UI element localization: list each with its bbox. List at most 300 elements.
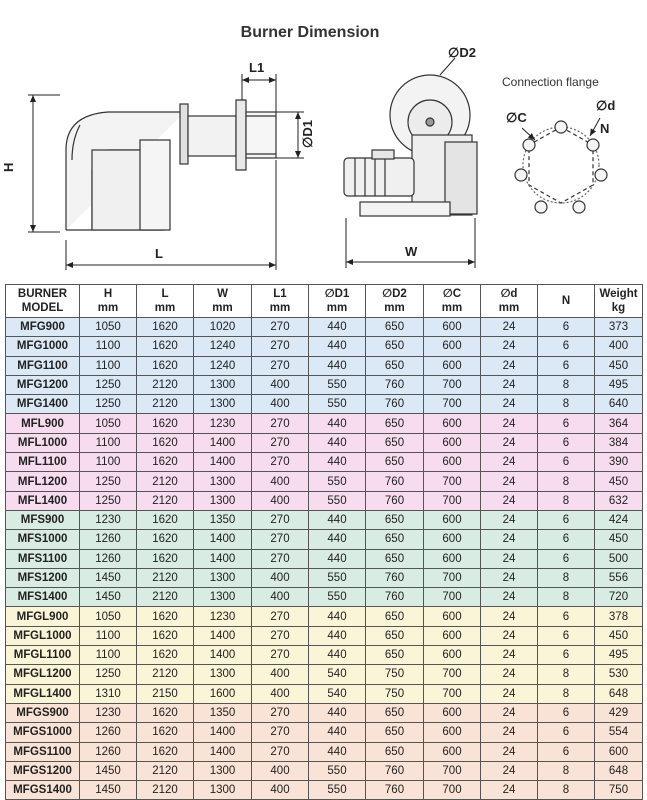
table-cell: 550 [309, 472, 366, 491]
table-row [6, 395, 643, 414]
table-cell: 1300 [194, 375, 252, 394]
model-cell: MFG1200 [6, 375, 80, 394]
table-row [6, 453, 643, 472]
table-cell: 650 [366, 510, 424, 529]
table-cell: 1620 [137, 453, 194, 472]
model-cell: MFG1100 [6, 356, 80, 375]
table-cell: 1620 [137, 626, 194, 645]
table-cell: 424 [595, 510, 643, 529]
table-cell: 1300 [194, 472, 252, 491]
column-header-label: H [103, 288, 113, 300]
table-cell: 400 [252, 684, 309, 703]
table-row [6, 684, 643, 703]
table-cell: 8 [538, 491, 595, 510]
model-cell: MFGL900 [6, 607, 80, 626]
table-cell: 650 [366, 453, 424, 472]
table-row [6, 607, 643, 626]
table-row [6, 626, 643, 645]
table-cell: 24 [481, 703, 538, 722]
column-header-unit: kg [611, 302, 626, 314]
table-cell: 24 [481, 742, 538, 761]
table-cell: 24 [481, 530, 538, 549]
table-cell: 550 [309, 568, 366, 587]
table-row [6, 356, 643, 375]
table-cell: 24 [481, 433, 538, 452]
model-cell: MFL1100 [6, 453, 80, 472]
table-cell: 600 [595, 742, 643, 761]
table-cell: 400 [252, 781, 309, 800]
table-cell: 1400 [194, 742, 252, 761]
column-header [309, 285, 366, 318]
table-cell: 1100 [80, 356, 137, 375]
table-cell: 600 [424, 530, 481, 549]
table-cell: 24 [481, 761, 538, 780]
table-cell: 1400 [194, 453, 252, 472]
table-row [6, 472, 643, 491]
table-cell: 6 [538, 453, 595, 472]
table-cell: 24 [481, 375, 538, 394]
table-cell: 1230 [194, 414, 252, 433]
table-cell: 700 [424, 491, 481, 510]
column-header-unit: mm [154, 302, 176, 314]
table-cell: 24 [481, 414, 538, 433]
table-cell: 400 [252, 491, 309, 510]
table-cell: 760 [366, 472, 424, 491]
table-row [6, 337, 643, 356]
table-cell: 700 [424, 761, 481, 780]
table-row [6, 433, 643, 452]
table-cell: 648 [595, 684, 643, 703]
model-cell: MFS1100 [6, 549, 80, 568]
table-cell: 1400 [194, 530, 252, 549]
column-header-label: Weight [599, 288, 638, 300]
table-cell: 650 [366, 356, 424, 375]
table-cell: 6 [538, 318, 595, 337]
table-cell: 650 [366, 646, 424, 665]
table-row [6, 491, 643, 510]
table-cell: 700 [424, 781, 481, 800]
table-cell: 1450 [80, 761, 137, 780]
model-cell: MFS1000 [6, 530, 80, 549]
table-cell: 8 [538, 781, 595, 800]
table-cell: 24 [481, 472, 538, 491]
table-cell: 24 [481, 337, 538, 356]
table-cell: 1620 [137, 510, 194, 529]
burner-spec-table [5, 284, 643, 800]
model-cell: MFL1200 [6, 472, 80, 491]
table-cell: 600 [424, 607, 481, 626]
table-cell: 2120 [137, 568, 194, 587]
table-cell: 650 [366, 414, 424, 433]
column-header-label: L1 [273, 288, 287, 300]
table-row [6, 375, 643, 394]
table-cell: 600 [424, 703, 481, 722]
table-cell: 270 [252, 414, 309, 433]
table-cell: 6 [538, 530, 595, 549]
table-row [6, 703, 643, 722]
table-cell: 270 [252, 318, 309, 337]
table-cell: 270 [252, 337, 309, 356]
table-cell: 6 [538, 626, 595, 645]
table-cell: 270 [252, 356, 309, 375]
table-cell: 1450 [80, 588, 137, 607]
table-cell: 1250 [80, 472, 137, 491]
model-cell: MFL1000 [6, 433, 80, 452]
table-cell: 1620 [137, 703, 194, 722]
table-cell: 650 [366, 723, 424, 742]
model-cell: MFGL1000 [6, 626, 80, 645]
table-cell: 24 [481, 395, 538, 414]
dim-label-d2: ∅D2 [448, 45, 476, 60]
model-cell: MFG1400 [6, 395, 80, 414]
table-cell: 550 [309, 781, 366, 800]
table-cell: 1050 [80, 607, 137, 626]
table-cell: 8 [538, 568, 595, 587]
table-cell: 2120 [137, 395, 194, 414]
table-cell: 1240 [194, 337, 252, 356]
table-cell: 1450 [80, 568, 137, 587]
table-cell: 450 [595, 626, 643, 645]
table-cell: 364 [595, 414, 643, 433]
table-cell: 1260 [80, 723, 137, 742]
table-cell: 1620 [137, 742, 194, 761]
table-cell: 550 [309, 761, 366, 780]
table-cell: 270 [252, 646, 309, 665]
table-cell: 600 [424, 318, 481, 337]
table-body [6, 318, 643, 800]
model-cell: MFS1200 [6, 568, 80, 587]
table-row [6, 510, 643, 529]
table-cell: 750 [595, 781, 643, 800]
table-cell: 270 [252, 607, 309, 626]
column-header [595, 285, 643, 318]
table-cell: 400 [252, 588, 309, 607]
table-cell: 648 [595, 761, 643, 780]
model-cell: MFGS1200 [6, 761, 80, 780]
table-cell: 600 [424, 453, 481, 472]
table-cell: 429 [595, 703, 643, 722]
table-cell: 440 [309, 723, 366, 742]
table-cell: 400 [252, 472, 309, 491]
table-cell: 1260 [80, 742, 137, 761]
table-cell: 700 [424, 684, 481, 703]
table-cell: 1250 [80, 395, 137, 414]
model-cell: MFS900 [6, 510, 80, 529]
table-cell: 24 [481, 684, 538, 703]
table-cell: 1620 [137, 530, 194, 549]
table-cell: 270 [252, 510, 309, 529]
table-cell: 550 [309, 491, 366, 510]
table-cell: 632 [595, 491, 643, 510]
table-cell: 640 [595, 395, 643, 414]
table-cell: 270 [252, 549, 309, 568]
table-cell: 1620 [137, 414, 194, 433]
table-cell: 6 [538, 742, 595, 761]
table-cell: 270 [252, 742, 309, 761]
model-cell: MFL900 [6, 414, 80, 433]
table-cell: 1250 [80, 665, 137, 684]
table-cell: 1300 [194, 781, 252, 800]
table-cell: 1310 [80, 684, 137, 703]
model-cell: MFG1000 [6, 337, 80, 356]
table-row [6, 742, 643, 761]
table-cell: 495 [595, 375, 643, 394]
table-cell: 760 [366, 761, 424, 780]
table-cell: 760 [366, 491, 424, 510]
dim-label-w: W [405, 244, 418, 259]
table-cell: 2150 [137, 684, 194, 703]
table-cell: 1050 [80, 318, 137, 337]
model-cell: MFGS1000 [6, 723, 80, 742]
table-cell: 440 [309, 607, 366, 626]
table-cell: 650 [366, 433, 424, 452]
table-cell: 500 [595, 549, 643, 568]
table-cell: 750 [366, 684, 424, 703]
table-cell: 650 [366, 530, 424, 549]
table-cell: 450 [595, 472, 643, 491]
table-cell: 1230 [80, 510, 137, 529]
table-cell: 450 [595, 530, 643, 549]
table-cell: 540 [309, 684, 366, 703]
model-cell: MFGL1100 [6, 646, 80, 665]
table-row [6, 414, 643, 433]
table-cell: 8 [538, 665, 595, 684]
column-header [6, 285, 80, 318]
table-cell: 1020 [194, 318, 252, 337]
column-header [80, 285, 137, 318]
table-cell: 440 [309, 742, 366, 761]
table-cell: 600 [424, 646, 481, 665]
model-cell: MFGS1400 [6, 781, 80, 800]
column-header [538, 285, 595, 318]
column-header-unit: mm [97, 302, 119, 314]
model-cell: MFL1400 [6, 491, 80, 510]
table-cell: 556 [595, 568, 643, 587]
table-cell: 400 [252, 665, 309, 684]
column-header-label: BURNER [17, 288, 68, 300]
table-cell: 270 [252, 626, 309, 645]
table-cell: 760 [366, 588, 424, 607]
table-cell: 6 [538, 607, 595, 626]
table-cell: 550 [309, 375, 366, 394]
table-cell: 1300 [194, 568, 252, 587]
table-cell: 550 [309, 395, 366, 414]
dim-label-l1: L1 [249, 60, 265, 75]
table-cell: 700 [424, 375, 481, 394]
table-cell: 2120 [137, 472, 194, 491]
table-cell: 6 [538, 510, 595, 529]
table-cell: 1350 [194, 510, 252, 529]
model-cell: MFG900 [6, 318, 80, 337]
table-cell: 540 [309, 665, 366, 684]
table-cell: 8 [538, 761, 595, 780]
table-cell: 440 [309, 414, 366, 433]
column-header [137, 285, 194, 318]
table-cell: 1400 [194, 626, 252, 645]
table-cell: 24 [481, 665, 538, 684]
table-cell: 1620 [137, 607, 194, 626]
model-cell: MFGL1200 [6, 665, 80, 684]
table-cell: 8 [538, 684, 595, 703]
table-cell: 1300 [194, 491, 252, 510]
table-cell: 24 [481, 781, 538, 800]
table-cell: 550 [309, 588, 366, 607]
table-cell: 650 [366, 607, 424, 626]
table-cell: 1600 [194, 684, 252, 703]
table-cell: 600 [424, 510, 481, 529]
table-cell: 24 [481, 588, 538, 607]
model-cell: MFGS1100 [6, 742, 80, 761]
table-cell: 600 [424, 433, 481, 452]
table-cell: 1260 [80, 549, 137, 568]
table-cell: 650 [366, 549, 424, 568]
table-cell: 440 [309, 626, 366, 645]
table-cell: 1350 [194, 703, 252, 722]
table-cell: 600 [424, 742, 481, 761]
table-cell: 1260 [80, 530, 137, 549]
table-row [6, 723, 643, 742]
table-cell: 1230 [194, 607, 252, 626]
table-cell: 378 [595, 607, 643, 626]
table-row [6, 588, 643, 607]
table-cell: 400 [595, 337, 643, 356]
table-cell: 760 [366, 781, 424, 800]
table-cell: 700 [424, 588, 481, 607]
column-header-label: ∅D2 [382, 288, 407, 300]
column-header-label: N [561, 295, 571, 307]
table-cell: 373 [595, 318, 643, 337]
table-cell: 24 [481, 646, 538, 665]
table-cell: 1100 [80, 453, 137, 472]
table-cell: 600 [424, 549, 481, 568]
table-cell: 440 [309, 646, 366, 665]
table-cell: 440 [309, 530, 366, 549]
table-cell: 1620 [137, 549, 194, 568]
table-cell: 650 [366, 742, 424, 761]
table-cell: 2120 [137, 665, 194, 684]
table-cell: 600 [424, 723, 481, 742]
table-cell: 720 [595, 588, 643, 607]
table-cell: 760 [366, 568, 424, 587]
table-cell: 24 [481, 453, 538, 472]
table-cell: 270 [252, 530, 309, 549]
column-header-unit: mm [384, 302, 405, 314]
column-header-label: ∅C [442, 288, 462, 300]
dim-label-l: L [155, 246, 163, 261]
table-cell: 24 [481, 356, 538, 375]
model-cell: MFGS900 [6, 703, 80, 722]
table-cell: 1620 [137, 433, 194, 452]
table-cell: 24 [481, 510, 538, 529]
table-cell: 2120 [137, 761, 194, 780]
column-header [194, 285, 252, 318]
dim-label-n: N [600, 121, 610, 136]
table-cell: 6 [538, 433, 595, 452]
table-cell: 1250 [80, 375, 137, 394]
table-cell: 1100 [80, 626, 137, 645]
table-row [6, 761, 643, 780]
table-cell: 1300 [194, 588, 252, 607]
column-header [481, 285, 538, 318]
table-cell: 650 [366, 703, 424, 722]
table-cell: 270 [252, 433, 309, 452]
table-header-row [6, 285, 643, 318]
table-cell: 1100 [80, 433, 137, 452]
column-header-label: L [161, 288, 169, 300]
table-cell: 1300 [194, 665, 252, 684]
table-cell: 600 [424, 356, 481, 375]
table-row [6, 568, 643, 587]
table-cell: 8 [538, 395, 595, 414]
table-cell: 24 [481, 626, 538, 645]
table-cell: 24 [481, 549, 538, 568]
table-cell: 650 [366, 626, 424, 645]
column-header-unit: mm [441, 302, 463, 314]
column-header [424, 285, 481, 318]
side-view [66, 100, 276, 230]
table-cell: 700 [424, 395, 481, 414]
table-cell: 270 [252, 453, 309, 472]
table-cell: 6 [538, 723, 595, 742]
table-cell: 450 [595, 356, 643, 375]
table-cell: 600 [424, 626, 481, 645]
table-cell: 495 [595, 646, 643, 665]
table-cell: 440 [309, 356, 366, 375]
model-cell: MFS1400 [6, 588, 80, 607]
column-header [252, 285, 309, 318]
table-row [6, 781, 643, 800]
table-cell: 1300 [194, 761, 252, 780]
table-cell: 650 [366, 318, 424, 337]
table-cell: 760 [366, 375, 424, 394]
table-cell: 1400 [194, 549, 252, 568]
table-cell: 8 [538, 588, 595, 607]
table-cell: 1450 [80, 781, 137, 800]
table-cell: 1620 [137, 356, 194, 375]
table-cell: 6 [538, 703, 595, 722]
table-cell: 400 [252, 375, 309, 394]
table-cell: 24 [481, 723, 538, 742]
table-cell: 1400 [194, 433, 252, 452]
table-cell: 24 [481, 318, 538, 337]
table-cell: 440 [309, 318, 366, 337]
table-cell: 24 [481, 491, 538, 510]
table-cell: 440 [309, 433, 366, 452]
table-cell: 1050 [80, 414, 137, 433]
table-cell: 1230 [80, 703, 137, 722]
table-cell: 530 [595, 665, 643, 684]
table-cell: 8 [538, 472, 595, 491]
model-cell: MFGL1400 [6, 684, 80, 703]
table-cell: 1240 [194, 356, 252, 375]
column-header [366, 285, 424, 318]
table-cell: 1620 [137, 646, 194, 665]
table-cell: 24 [481, 607, 538, 626]
page-title: Burner Dimension [240, 24, 380, 41]
table-cell: 1300 [194, 395, 252, 414]
dim-label-d1: ∅D1 [300, 120, 315, 148]
table-cell: 760 [366, 395, 424, 414]
dim-label-c: ∅C [506, 110, 527, 125]
column-header-label: ∅d [500, 288, 518, 300]
table-cell: 270 [252, 703, 309, 722]
table-cell: 8 [538, 375, 595, 394]
table-cell: 440 [309, 549, 366, 568]
table-cell: 1620 [137, 723, 194, 742]
column-header-unit: mm [326, 302, 348, 314]
column-header-unit: mm [498, 302, 520, 314]
table-cell: 2120 [137, 491, 194, 510]
